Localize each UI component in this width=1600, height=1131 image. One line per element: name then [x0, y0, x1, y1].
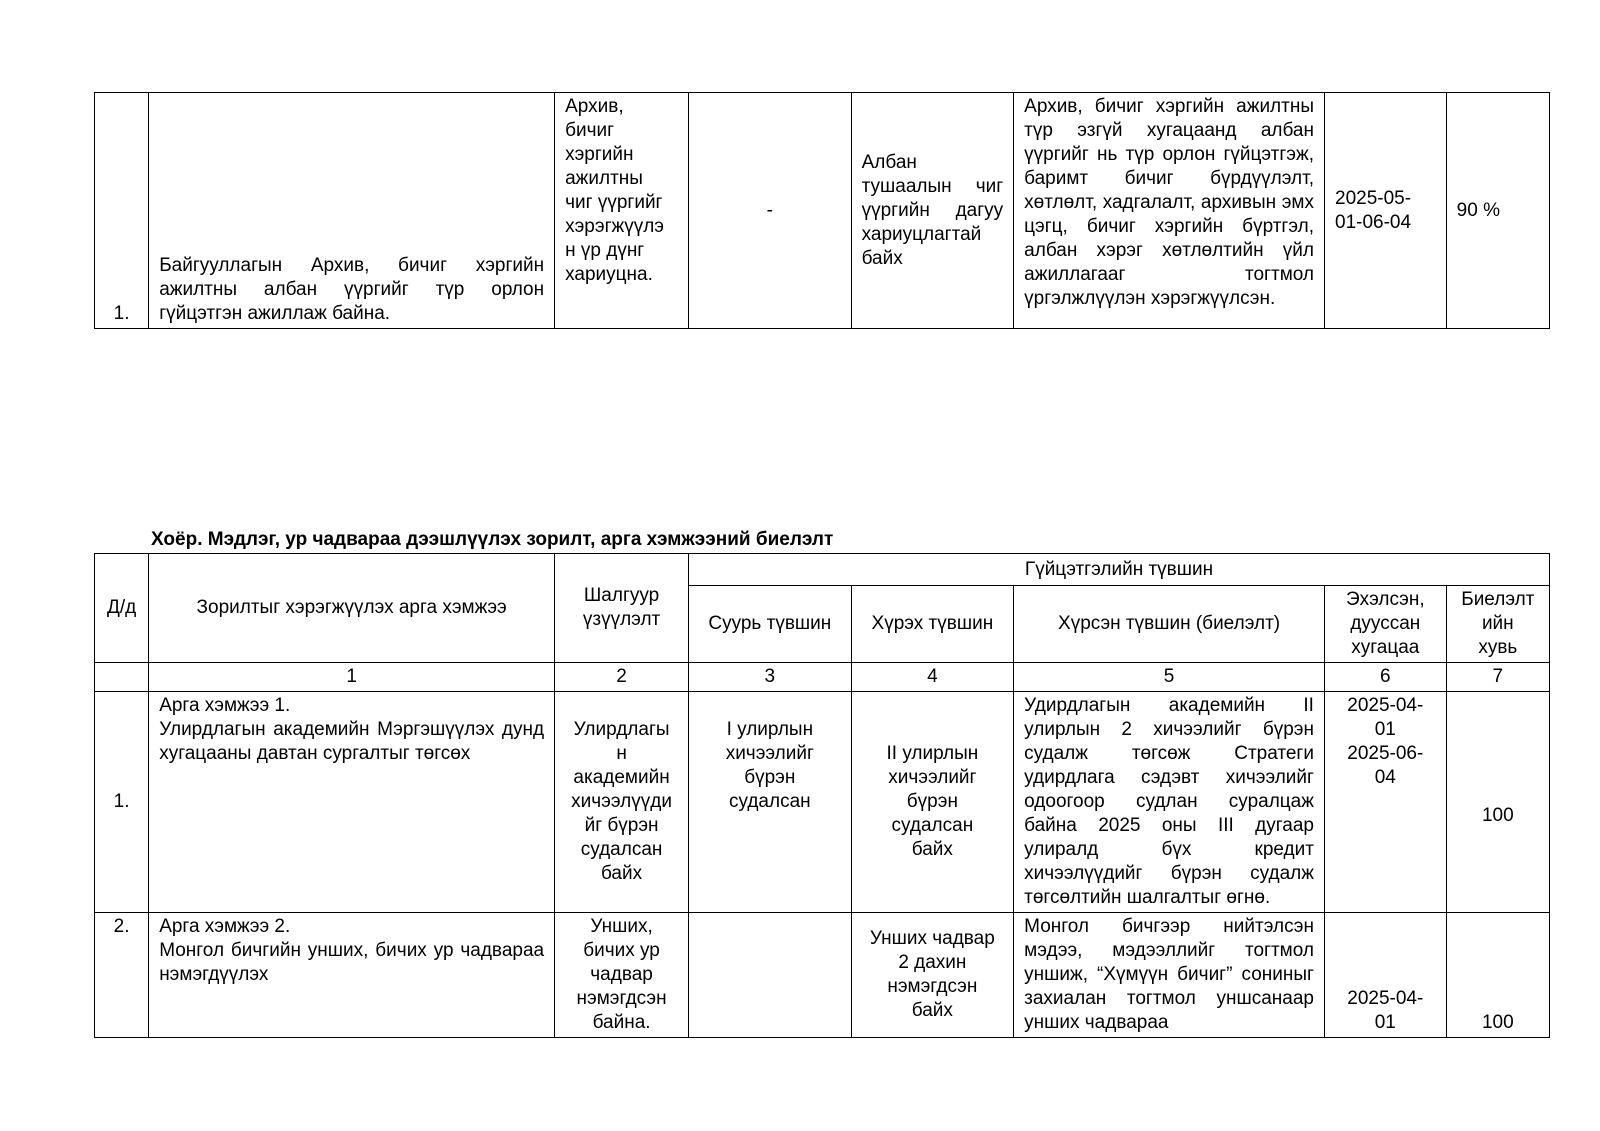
target-level-cell: II улирлын хичээлийг бүрэн судалсан байх [851, 692, 1014, 913]
percent-cell: 90 % [1446, 93, 1549, 329]
activity-table-1 [94, 92, 1550, 329]
column-number: 7 [1446, 663, 1549, 692]
header-action: Зорилтыг хэрэгжүүлэх арга хэмжээ [149, 554, 555, 663]
base-level-cell [689, 913, 852, 1038]
activity-table-2 [94, 553, 1550, 1038]
header-level-group: Гүйцэтгэлийн түвшин [689, 554, 1550, 586]
criteria-cell: Унших, бичих ур чадвар нэмэгдсэн байна. [555, 913, 689, 1038]
percent-cell: 100 [1446, 913, 1549, 1038]
column-number-blank [95, 663, 149, 692]
criteria-cell: Архив, бичиг хэргийн ажилтны чиг үүргийг хэрэгжүүлэ н үр дүнг хариуцна. [555, 93, 689, 329]
header-period: Эхэлсэн, дууссан хугацаа [1324, 586, 1446, 663]
column-number: 4 [851, 663, 1014, 692]
period-cell: 2025-04- 01 [1324, 913, 1446, 1038]
action-text: Монгол бичгийн унших, бичих ур чадвараа нэмэгдүүлэх [159, 940, 545, 985]
period-cell: 2025-05- 01-06-04 [1325, 93, 1447, 329]
header-criteria: Шалгуур үзүүлэлт [555, 554, 689, 663]
column-number: 5 [1014, 663, 1325, 692]
target-level-cell: Унших чадвар 2 дахин нэмэгдсэн байх [851, 913, 1014, 1038]
row-number: 2. [95, 913, 149, 1038]
column-number-row [95, 663, 1550, 692]
table-row [95, 692, 1550, 913]
header-num: Д/д [95, 554, 149, 663]
action-cell [149, 913, 555, 1038]
base-level-cell: - [689, 93, 852, 329]
action-title: Арга хэмжээ 2. [159, 916, 291, 937]
base-level-cell: I улирлын хичээлийг бүрэн судалсан [689, 692, 852, 913]
column-number: 1 [149, 663, 555, 692]
row-number: 1. [95, 93, 149, 329]
criteria-cell: Улирдлагы н академийн хичээлүүди йг бүрэн судалсан байх [555, 692, 689, 913]
achieved-level-cell: Архив, бичиг хэргийн ажилтны түр эзгүй хугацаанд албан үүргийг нь түр орлон гүйцэтгэж, баримт бичиг бүрдүүлэлт, хөтлөлт, хадгалалт, архивын эмх цэгц, бичиг хэргийн бүртгэл, албан хэрэг хөтлөлтийн үйл ажиллагааг тогтмол үргэлжлүүлэн хэрэгжүүлсэн. [1014, 93, 1325, 329]
header-row [95, 554, 1550, 586]
header-percent: Биелэлт ийн хувь [1446, 586, 1549, 663]
achieved-level-cell: Монгол бичгээр нийтэлсэн мэдээ, мэдээллийг тогтмол уншиж, “Хүмүүн бичиг” сониныг захиалан тогтмол уншсанаар унших чадвараа [1014, 913, 1325, 1038]
column-number: 3 [689, 663, 852, 692]
action-cell [149, 692, 555, 913]
period-cell: 2025-04- 01 2025-06- 04 [1324, 692, 1446, 913]
column-number: 2 [555, 663, 689, 692]
target-level-cell: Албан тушаалын чиг үүргийн дагуу хариуцлагтай байх [851, 93, 1014, 329]
table-row [95, 93, 1550, 329]
row-number: 1. [95, 692, 149, 913]
percent-cell: 100 [1446, 692, 1549, 913]
achieved-level-cell: Удирдлагын академийн II улирлын 2 хичээлийг бүрэн судалж төгсөж Стратеги удирдлага сэдэвт хичээлийг одоогоор судлан суралцаж байна 2025 оны III дугаар улиралд бүх кредит хичээлүүдийг бүрэн судалж төгсөлтийн шалгалтыг өгнө. [1014, 692, 1325, 913]
header-achieved: Хүрсэн түвшин (биелэлт) [1014, 586, 1325, 663]
section-title: Хоёр. Мэдлэг, ур чадвараа дээшлүүлэх зорилт, арга хэмжээний биелэлт [151, 529, 834, 550]
action-text: Улирдлагын академийн Мэргэшүүлэх дунд хугацааны давтан сургалтыг төгсөх [159, 719, 545, 764]
column-number: 6 [1324, 663, 1446, 692]
header-base: Суурь түвшин [689, 586, 852, 663]
table-row [95, 913, 1550, 1038]
header-target: Хүрэх түвшин [851, 586, 1014, 663]
action-cell: Байгууллагын Архив, бичиг хэргийн ажилтны албан үүргийг түр орлон гүйцэтгэн ажиллаж байна. [149, 93, 555, 329]
action-title: Арга хэмжээ 1. [159, 695, 291, 716]
